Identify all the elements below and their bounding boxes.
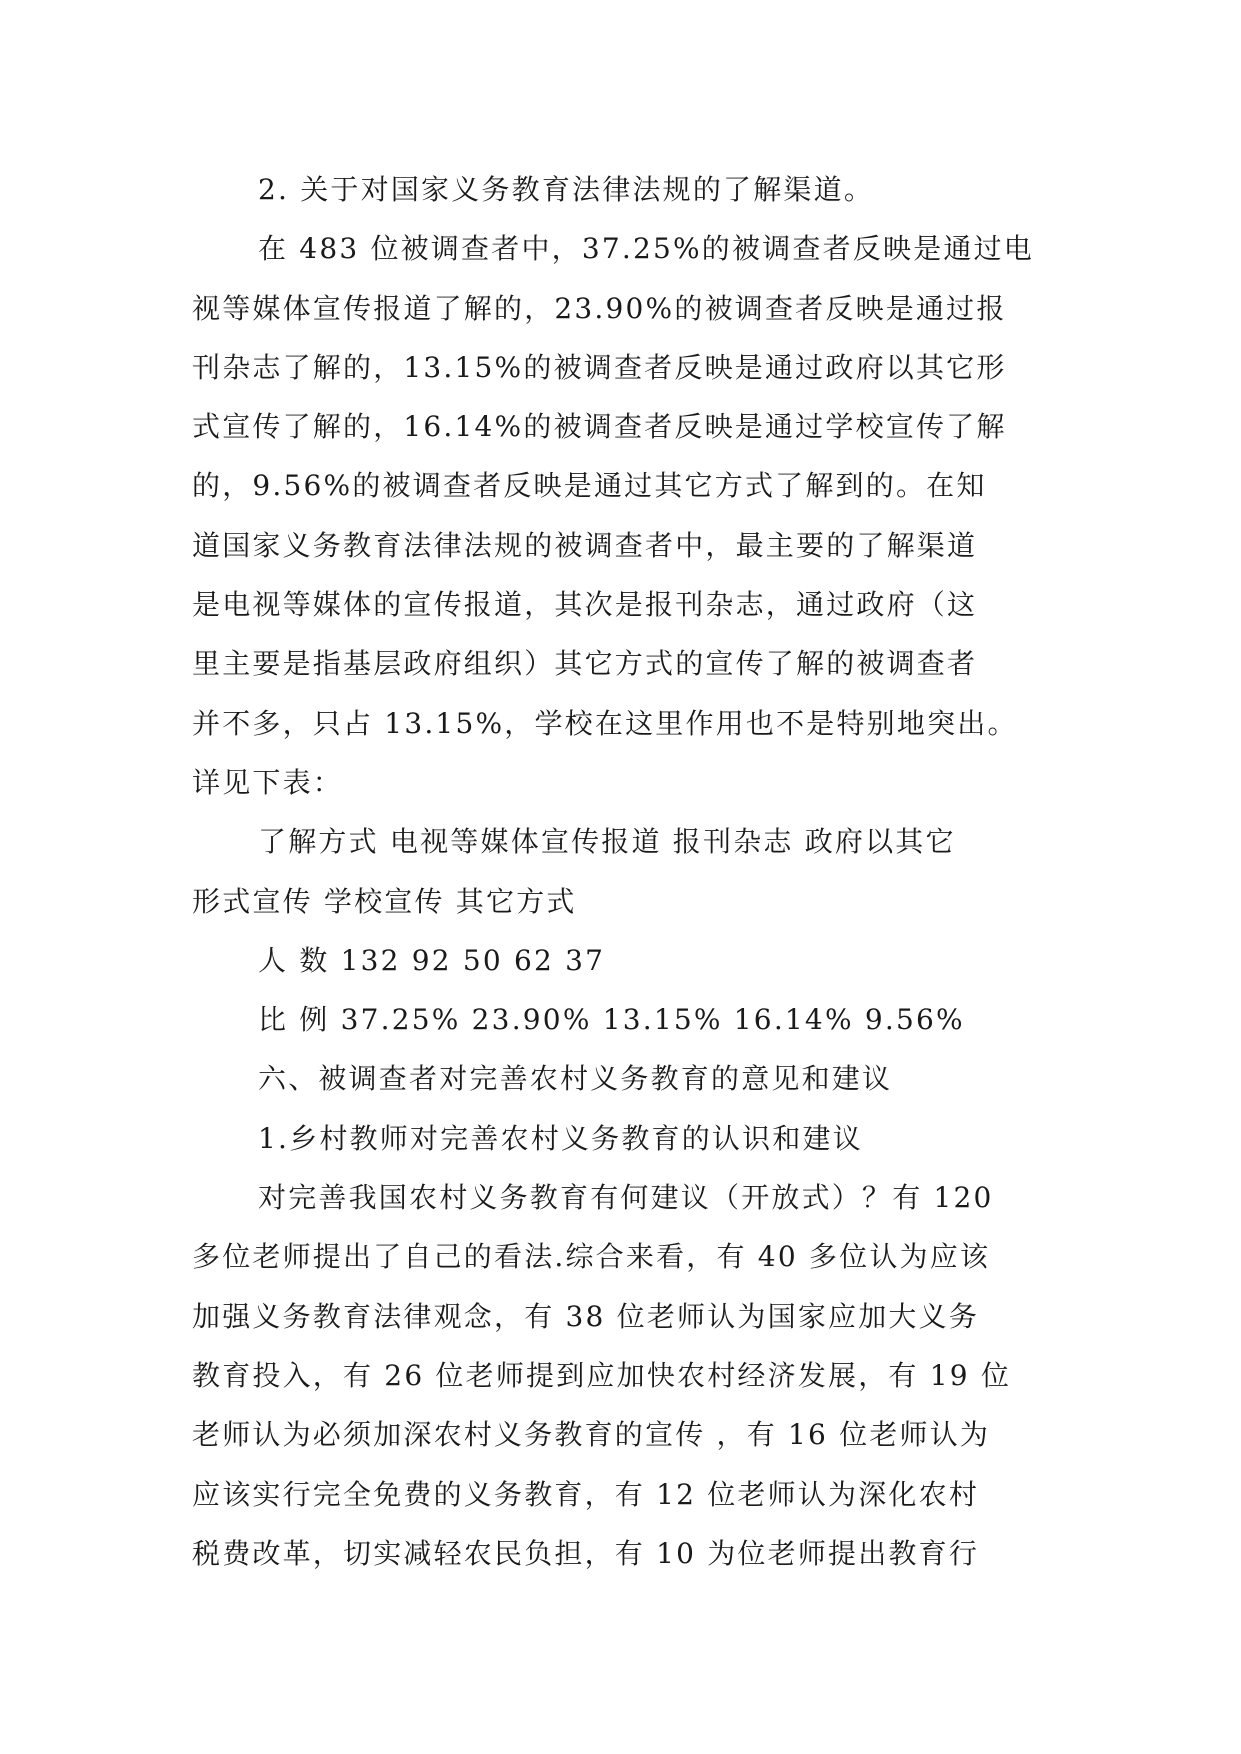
paragraph-line: 是电视等媒体的宣传报道，其次是报刊杂志，通过政府（这 (192, 588, 978, 622)
paragraph-line: 税费改革，切实减轻农民负担，有 10 为位老师提出教育行 (192, 1536, 980, 1570)
paragraph-line: 详见下表： (192, 765, 344, 799)
paragraph-line: 教育投入，有 26 位老师提到应加快农村经济发展，有 19 位 (192, 1358, 1012, 1392)
paragraph-line: 在 483 位被调查者中，37.25%的被调查者反映是通过电 (258, 232, 1035, 266)
paragraph-line: 应该实行完全免费的义务教育，有 12 位老师认为深化农村 (192, 1477, 980, 1511)
paragraph-line: 并不多，只占 13.15%，学校在这里作用也不是特别地突出。 (192, 706, 1018, 740)
document-body (192, 160, 1052, 1583)
paragraph-line: 对完善我国农村义务教育有何建议（开放式）？有 120 (258, 1181, 994, 1215)
table-header-row: 了解方式 电视等媒体宣传报道 报刊杂志 政府以其它 (258, 825, 956, 859)
table-header-row-continued: 形式宣传 学校宣传 其它方式 (192, 884, 577, 918)
paragraph-line: 刊杂志了解的，13.15%的被调查者反映是通过政府以其它形 (192, 350, 1007, 384)
paragraph-line: 多位老师提出了自己的看法.综合来看，有 40 多位认为应该 (192, 1240, 991, 1274)
section-heading-suggestions: 六、被调查者对完善农村义务教育的意见和建议 (258, 1062, 893, 1096)
paragraph-line: 里主要是指基层政府组织）其它方式的宣传了解的被调查者 (192, 647, 978, 681)
table-row-count: 人 数 132 92 50 62 37 (258, 943, 606, 977)
paragraph-line: 加强义务教育法律观念，有 38 位老师认为国家应加大义务 (192, 1299, 980, 1333)
paragraph-line: 视等媒体宣传报道了解的，23.90%的被调查者反映是通过报 (192, 291, 1007, 325)
paragraph-line: 老师认为必须加深农村义务教育的宣传 ，有 16 位老师认为 (192, 1418, 991, 1452)
table-row-ratio: 比 例 37.25% 23.90% 13.15% 16.14% 9.56% (258, 1003, 965, 1037)
subsection-heading-teachers: 1.乡村教师对完善农村义务教育的认识和建议 (258, 1121, 863, 1155)
paragraph-line: 式宣传了解的，16.14%的被调查者反映是通过学校宣传了解 (192, 410, 1007, 444)
section-heading-learning-channels: 2. 关于对国家义务教育法律法规的了解渠道。 (258, 173, 875, 206)
paragraph-line: 道国家义务教育法律法规的被调查者中，最主要的了解渠道 (192, 528, 978, 562)
paragraph-line: 的，9.56%的被调查者反映是通过其它方式了解到的。在知 (192, 469, 987, 503)
